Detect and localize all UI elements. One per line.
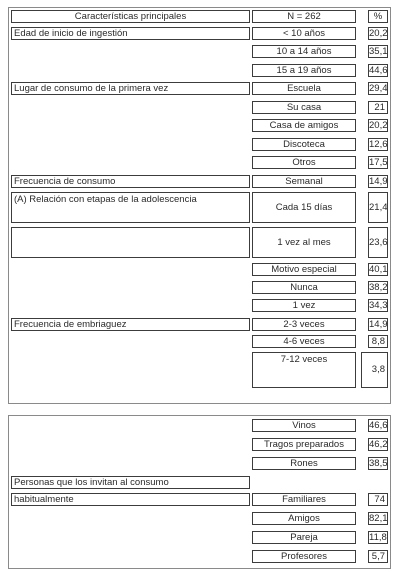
row-value: 34,3 [369, 300, 388, 311]
section-relacion-blank [11, 227, 250, 258]
header-n: N = 262 [252, 10, 356, 23]
row-label: Amigos [252, 512, 356, 525]
row-value: 44,6 [369, 65, 388, 76]
row-label: Tragos preparados [252, 438, 356, 451]
row-value: 21,4 [368, 192, 388, 223]
row-value: 46,2 [369, 439, 388, 450]
row-value: 14,9 [369, 176, 388, 187]
row-label: Motivo especial [252, 263, 356, 276]
characteristics-table [8, 7, 391, 404]
row-value: 46,6 [369, 420, 388, 431]
row-label: Su casa [252, 101, 356, 114]
row-label: Discoteca [252, 138, 356, 151]
row-value: 21 [368, 101, 388, 114]
header-characteristics: Características principales [11, 10, 250, 23]
row-label: Semanal [252, 175, 356, 188]
row-label: Rones [252, 457, 356, 470]
row-value: 29,4 [369, 83, 388, 94]
row-value: 3,8 [361, 352, 388, 388]
row-label: 10 a 14 años [252, 45, 356, 58]
row-label: 4-6 veces [252, 335, 356, 348]
section-embriaguez: Frecuencia de embriaguez [11, 318, 250, 331]
row-label: Vinos [252, 419, 356, 432]
row-label: Pareja [252, 531, 356, 544]
row-value: 20,2 [369, 28, 388, 39]
row-value: 38,5 [369, 458, 388, 469]
continuation-table [8, 415, 391, 569]
row-label: Nunca [252, 281, 356, 294]
row-label: 1 vez [252, 299, 356, 312]
section-lugar: Lugar de consumo de la primera vez [11, 82, 250, 95]
row-label: 7-12 veces [252, 352, 356, 388]
row-value: 38,2 [369, 282, 388, 293]
section-edad: Edad de inicio de ingestión [11, 27, 250, 40]
section-frecuencia: Frecuencia de consumo [11, 175, 250, 188]
row-label: 2-3 veces [252, 318, 356, 331]
row-label: Otros [252, 156, 356, 169]
row-value: 23,6 [368, 227, 388, 258]
row-value: 12,6 [369, 139, 388, 150]
row-value: 5,7 [368, 550, 388, 563]
row-label: Profesores [252, 550, 356, 563]
row-label: Cada 15 días [252, 192, 356, 223]
row-label: Familiares [252, 493, 356, 506]
row-value: 17,5 [369, 157, 388, 168]
row-label: Escuela [252, 82, 356, 95]
header-percent: % [368, 10, 388, 23]
row-label: 15 a 19 años [252, 64, 356, 77]
row-value: 20,2 [369, 120, 388, 131]
row-label: < 10 años [252, 27, 356, 40]
row-value: 8,8 [368, 335, 388, 348]
row-value: 14,9 [369, 319, 388, 330]
section-personas-line2: habitualmente [11, 493, 250, 506]
row-value: 74 [368, 493, 388, 506]
row-label: Casa de amigos [252, 119, 356, 132]
section-personas: Personas que los invitan al consumo [11, 476, 250, 489]
row-value: 82,1 [369, 513, 388, 524]
section-relacion: (A) Relación con etapas de la adolescencia [11, 192, 250, 223]
row-value: 40,1 [369, 264, 388, 275]
row-label: 1 vez al mes [252, 227, 356, 258]
row-value: 11,8 [369, 532, 387, 543]
row-value: 35,1 [369, 46, 388, 57]
